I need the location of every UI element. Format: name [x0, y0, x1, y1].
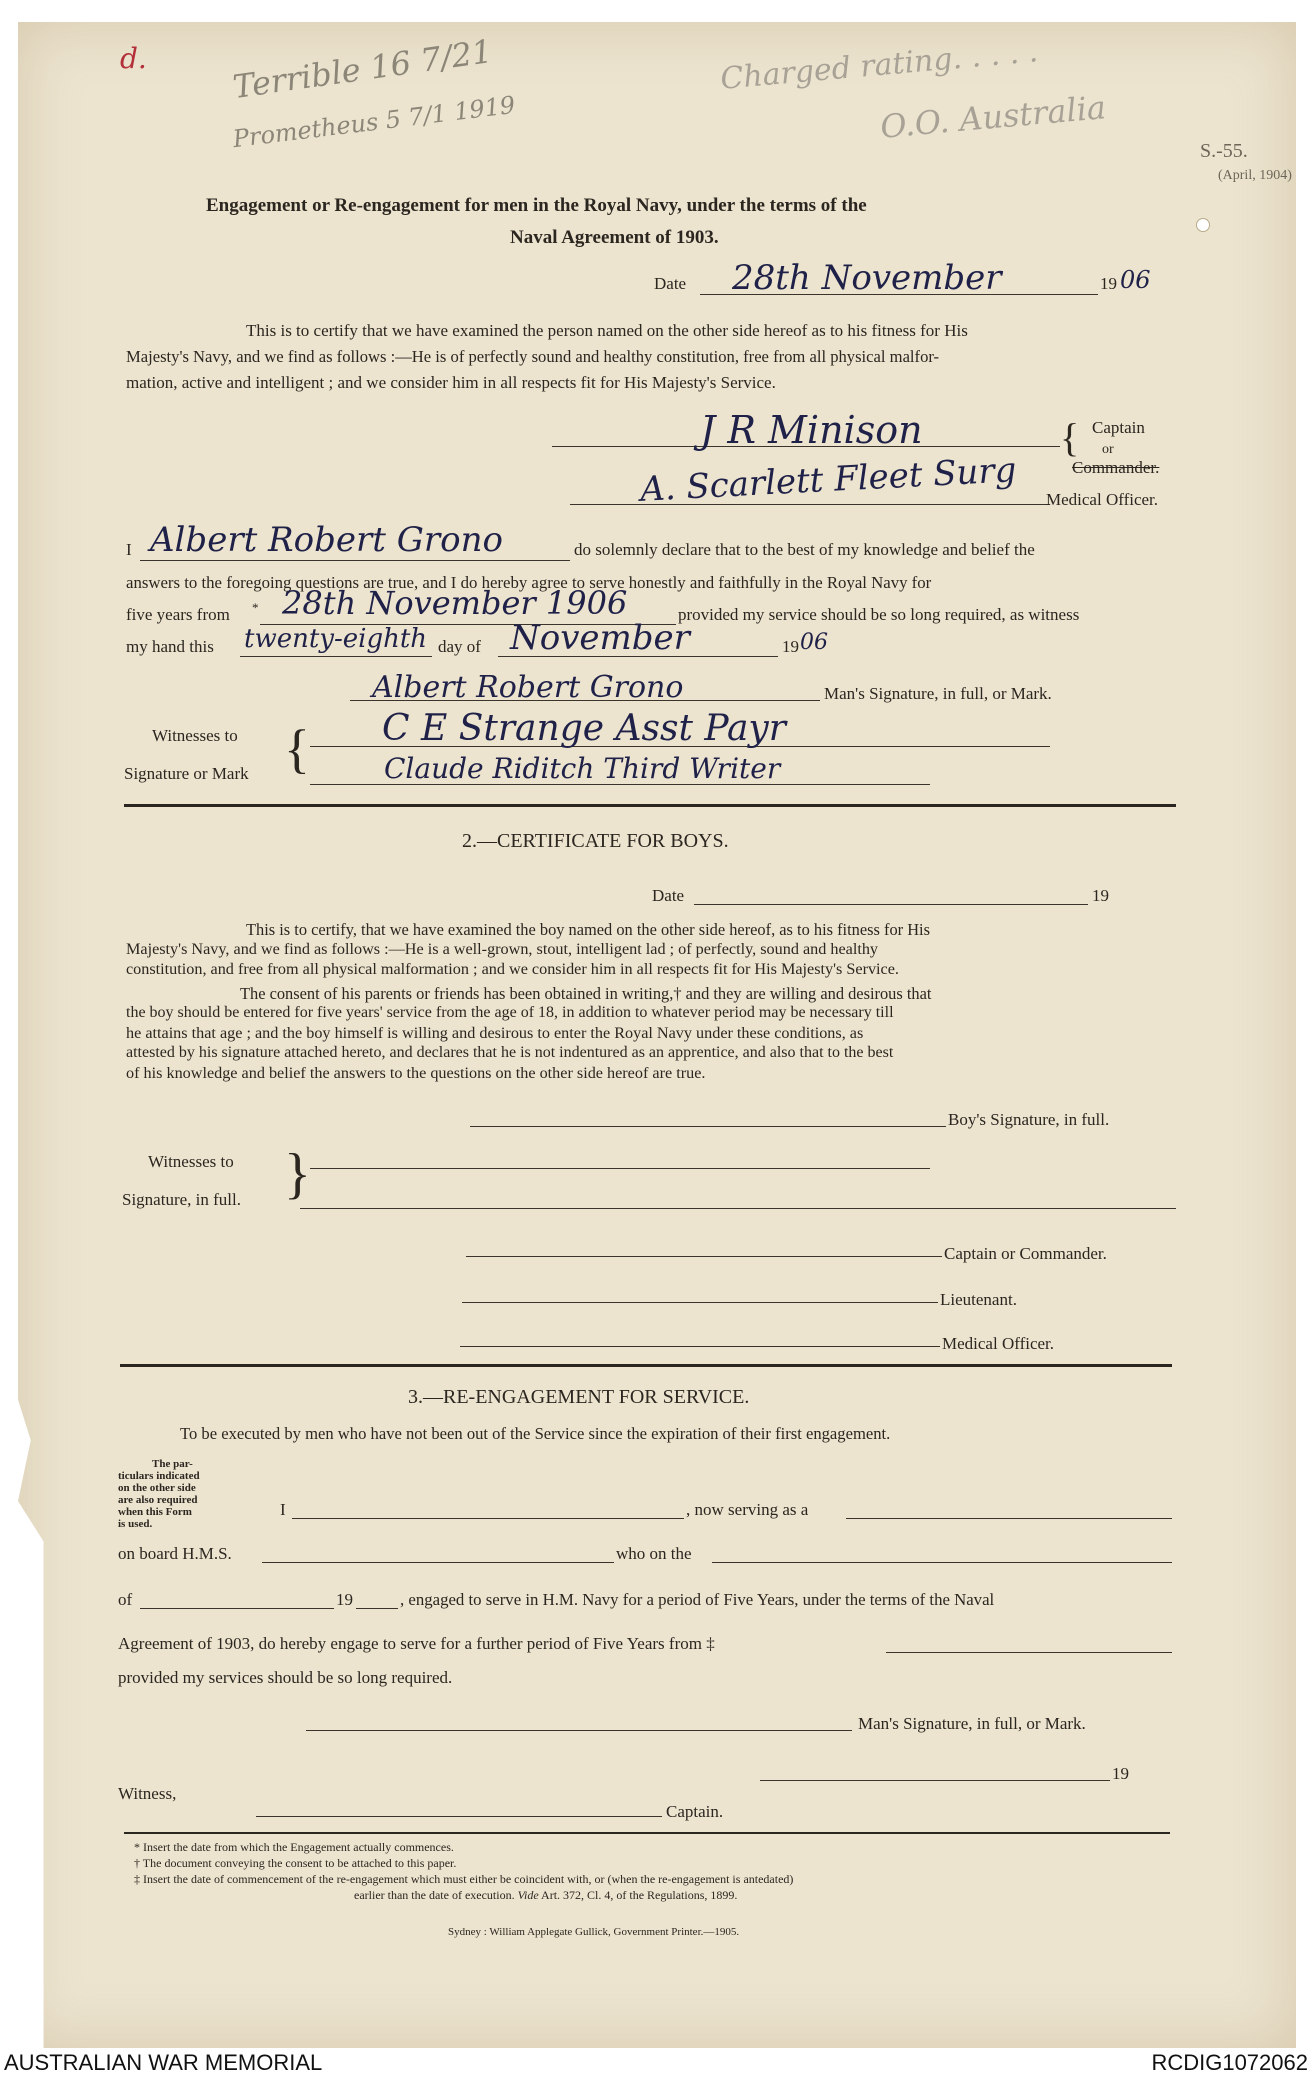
commander-label: Commander. [1072, 458, 1160, 477]
boys-para1-line3: constitution, and free from all physical malformation ; and we consider him in all respects fit for His Majesty's Service. [126, 960, 899, 978]
who-on-the-label: who on the [616, 1544, 692, 1563]
captain-signature: J R Minison [700, 408, 923, 452]
form-title-line2: Naval Agreement of 1903. [510, 227, 719, 248]
medical-para-line1: This is to certify that we have examined the person named on the other side hereof as to his fitness for His [246, 321, 968, 340]
pencil-note-charged: Charged rating. . . . . [719, 34, 1040, 97]
declaration-i: I [126, 540, 132, 559]
captain-brace: { [1060, 415, 1080, 460]
footnote-1: * Insert the date from which the Engagement actually commences. [134, 1840, 454, 1854]
medical-para-line2: Majesty's Navy, and we find as follows :—He is of perfectly sound and healthy constitution, free from all physical malfor- [126, 347, 940, 366]
of-line [140, 1608, 334, 1609]
boys-para2-line5: of his knowledge and belief the answers to the questions on the other side hereof are true. [126, 1064, 706, 1082]
witness-label: Witness, [118, 1784, 177, 1803]
boys-witness2-line [300, 1208, 1176, 1209]
witness-brace: { [284, 719, 310, 779]
engagement-start-date: 28th November 1906 [282, 584, 628, 622]
medical-officer-signature: A. Scarlett Fleet Surg [639, 450, 1018, 510]
footnote-3b-post: Art. 372, Cl. 4, of the Regulations, 1899. [541, 1888, 738, 1902]
year-prefix: 19 [782, 637, 799, 656]
section-divider-1 [124, 804, 1176, 807]
signature-or-mark-label: Signature or Mark [124, 764, 249, 783]
declarant-name: Albert Robert Grono [150, 520, 503, 560]
who-on-date-line [712, 1562, 1172, 1563]
month-value: November [510, 618, 690, 658]
provided-text: provided my services should be so long required. [118, 1668, 453, 1687]
boys-date-label: Date [652, 886, 685, 905]
witnesses-label: Witnesses to [152, 726, 238, 745]
boys-witness1-line [310, 1168, 930, 1169]
side-note [118, 1458, 200, 1530]
medical-officer-label: Medical Officer. [1046, 490, 1159, 509]
form-reference: S.-55. [1200, 140, 1248, 162]
side-note-line: are also required [118, 1494, 198, 1506]
footnote-3b-vide: Vide [517, 1888, 539, 1902]
date-label: Date [654, 274, 687, 293]
of-year-line [356, 1608, 398, 1609]
boys-witnesses-label: Witnesses to [148, 1152, 234, 1171]
reengage-name-line [292, 1518, 684, 1519]
form-title-line1: Engagement or Re-engagement for men in the Royal Navy, under the terms of the [206, 195, 867, 216]
footnote-3b-pre: earlier than the date of execution. [354, 1888, 515, 1902]
further-from-line [886, 1652, 1172, 1653]
reengage-man-sig-line [306, 1730, 852, 1731]
punch-hole [1196, 218, 1210, 232]
declaration-line4-start: my hand this [126, 637, 214, 656]
reengage-witness-line [256, 1816, 662, 1817]
date-year: 06 [1120, 266, 1151, 294]
boys-para2-line4: attested by his signature attached hereto, and declares that he is not indentured as an apprentice, and also that to the best [126, 1044, 894, 1061]
footnote-2: † The document conveying the consent to be attached to this paper. [134, 1856, 457, 1870]
boys-date-line [694, 904, 1088, 905]
side-note-line: The par- [152, 1458, 193, 1470]
form-reference-date: (April, 1904) [1218, 168, 1292, 183]
boys-year-prefix: 19 [1092, 886, 1109, 905]
boys-para2-line2: the boy should be entered for five years' service from the age of 18, in addition to whatever period may be necessary till [126, 1004, 894, 1021]
pencil-note-terrible: Terrible 16 7/21 [230, 32, 495, 106]
declaration-line1: do solemnly declare that to the best of my knowledge and belief the [574, 540, 1035, 559]
pencil-note-prometheus: Prometheus 5 7/1 1919 [231, 90, 517, 154]
reengage-date-line [760, 1780, 1110, 1781]
now-serving-label: , now serving as a [686, 1500, 809, 1519]
man-sig-label: Man's Signature, in full, or Mark. [824, 684, 1052, 703]
man-signature: Albert Robert Grono [372, 670, 684, 705]
of-label: of [118, 1590, 133, 1609]
day-line [240, 656, 432, 657]
witness1-signature: C E Strange Asst Payr [382, 708, 786, 749]
pencil-note-australia: O.O. Australia [878, 88, 1108, 146]
reengage-i-label: I [280, 1500, 286, 1519]
reengage-year-prefix: 19 [1112, 1764, 1129, 1783]
side-note-line: when this Form [118, 1506, 192, 1518]
boy-sig-line [470, 1126, 946, 1127]
reengage-captain-label: Captain. [666, 1802, 724, 1821]
reengage-man-sig-label: Man's Signature, in full, or Mark. [858, 1714, 1086, 1733]
credit-left: AUSTRALIAN WAR MEMORIAL [4, 2050, 323, 2075]
red-mark: d. [120, 42, 147, 75]
side-note-line: is used. [118, 1518, 153, 1530]
agreement-text: Agreement of 1903, do hereby engage to serve for a further period of Five Years from ‡ [118, 1634, 715, 1653]
boys-captain-line [466, 1256, 942, 1257]
boy-sig-label: Boy's Signature, in full. [948, 1110, 1110, 1129]
boys-para1-line1: This is to certify, that we have examined the boy named on the other side hereof, as to his fitness for His [246, 920, 930, 939]
boys-para2-line1: The consent of his parents or friends has been obtained in writing,† and they are willing and desirous that [240, 984, 932, 1003]
reengagement-intro: To be executed by men who have not been out of the Service since the expiration of their first engagement. [180, 1424, 891, 1443]
boys-para2-line3: he attains that age ; and the boy himself is willing and desirous to enter the Royal Navy under these conditions, as [126, 1024, 864, 1042]
footnote-3b [354, 1888, 737, 1903]
medical-para-line3: mation, active and intelligent ; and we consider him in all respects fit for His Majesty's Service. [126, 373, 776, 392]
boys-lieutenant-line [462, 1302, 938, 1303]
section-divider-2 [120, 1364, 1172, 1367]
date-year-prefix: 19 [1100, 274, 1117, 293]
witness2-signature: Claude Riditch Third Writer [384, 752, 781, 785]
declaration-line3-end: provided my service should be so long required, as witness [678, 605, 1080, 624]
or-label: or [1102, 442, 1114, 457]
date-value: 28th November [732, 258, 1002, 298]
ship-line [262, 1562, 614, 1563]
boys-para1-line2: Majesty's Navy, and we find as follows :—He is a well-grown, stout, intelligent lad ; of perfectly, sound and healthy [126, 940, 879, 958]
year-value: 06 [800, 630, 828, 655]
boys-medical-label: Medical Officer. [942, 1334, 1055, 1353]
of-year-prefix: 19 [336, 1590, 353, 1609]
captain-label: Captain [1092, 418, 1145, 437]
credit-right: RCDIG1072062 [1151, 2050, 1308, 2075]
engaged-text: , engaged to serve in H.M. Navy for a period of Five Years, under the terms of the Naval [400, 1590, 995, 1609]
boys-medical-line [460, 1346, 940, 1347]
day-of-label: day of [438, 637, 481, 656]
side-note-line: on the other side [118, 1482, 196, 1494]
section-divider-3 [124, 1832, 1170, 1834]
boys-heading: 2.—CERTIFICATE FOR BOYS. [462, 830, 729, 852]
footnote-3: ‡ Insert the date of commencement of the re-engagement which must either be coincident with, or (when the re-engagement is antedated) [134, 1872, 794, 1886]
rating-line [846, 1518, 1172, 1519]
reengagement-heading: 3.—RE-ENGAGEMENT FOR SERVICE. [408, 1386, 750, 1408]
boys-signature-full-label: Signature, in full. [122, 1190, 241, 1209]
boys-lieutenant-label: Lieutenant. [940, 1290, 1017, 1309]
day-value: twenty-eighth [244, 624, 428, 654]
name-line [140, 560, 570, 561]
footnote-star-ref: * [252, 600, 259, 615]
printer-imprint: Sydney : William Applegate Gullick, Government Printer.—1905. [448, 1926, 740, 1938]
boys-captain-label: Captain or Commander. [944, 1244, 1107, 1263]
declaration-line3-start: five years from [126, 605, 230, 624]
side-note-line: ticulars indicated [118, 1470, 200, 1482]
on-board-label: on board H.M.S. [118, 1544, 232, 1563]
declaration-line2: answers to the foregoing questions are true, and I do hereby agree to serve honestly and faithfully in the Royal Navy for [126, 573, 932, 592]
boys-witness-brace: } [284, 1143, 311, 1205]
